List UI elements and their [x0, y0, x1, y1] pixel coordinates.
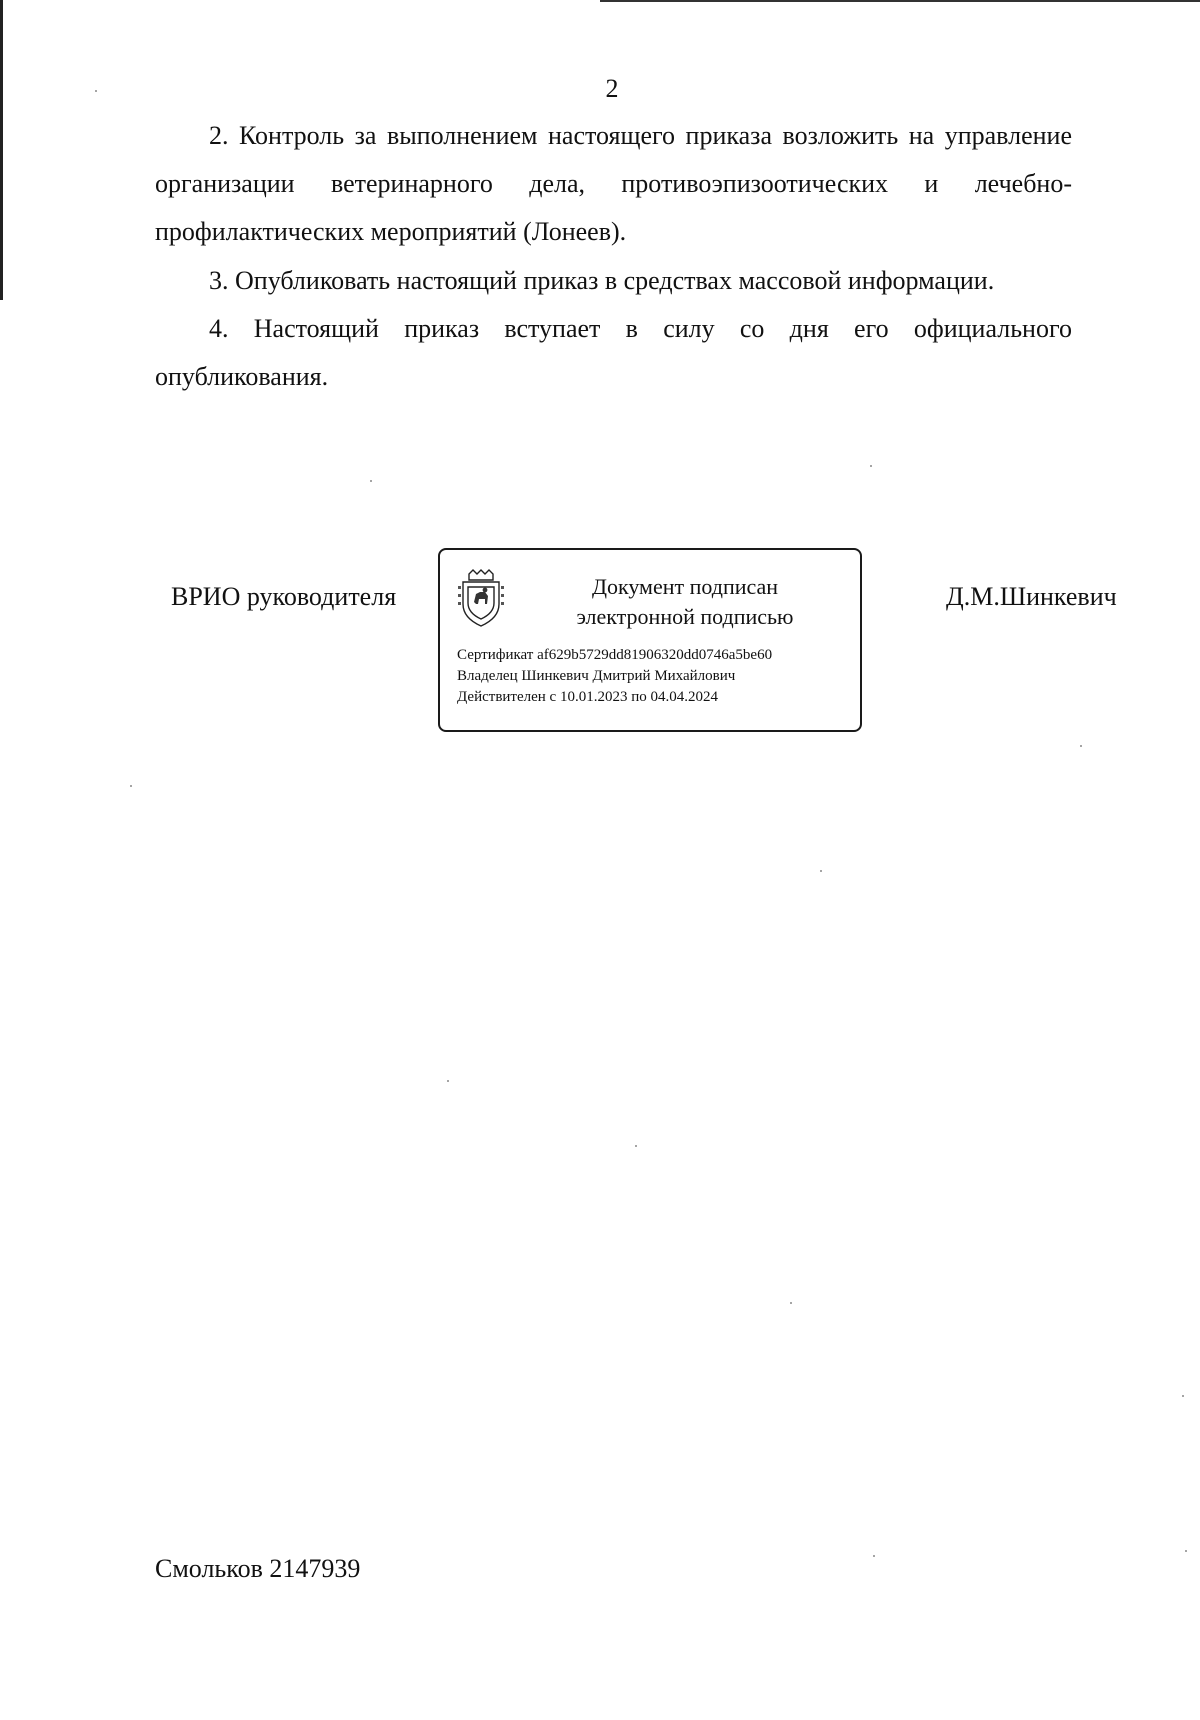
- paragraph-4: [155, 305, 1072, 401]
- scan-speck: [820, 870, 822, 872]
- paragraph-2: [155, 112, 1072, 256]
- paragraph-text: 4. Настоящий приказ вступает в силу со дня его официального опубликования.: [155, 314, 1072, 391]
- scan-speck: [790, 1302, 792, 1304]
- coat-of-arms-icon: [455, 568, 507, 628]
- scan-speck: [1182, 1395, 1184, 1397]
- scan-speck: [370, 480, 372, 482]
- executor-note: Смольков 2147939: [155, 1554, 361, 1583]
- scan-speck: [1080, 745, 1082, 747]
- stamp-title: [550, 572, 820, 632]
- scan-speck: [870, 465, 872, 467]
- stamp-validity: Действителен с 10.01.2023 по 04.04.2024: [457, 689, 718, 705]
- scan-speck: [635, 1145, 637, 1147]
- signer-name: Д.М.Шинкевич: [946, 582, 1117, 611]
- stamp-details: [457, 645, 772, 708]
- scan-edge-left: [0, 0, 3, 300]
- paragraph-text: 2. Контроль за выполнением настоящего приказа возложить на управление организации ветеринарного дела, противоэпизоотических и лечебно-профилактических мероприятий (Лонеев).: [155, 121, 1072, 246]
- electronic-signature-stamp: [438, 548, 862, 732]
- stamp-title-line-2: электронной подписью: [576, 604, 794, 629]
- scan-edge-top: [600, 0, 1200, 2]
- paragraph-3: [155, 257, 1072, 305]
- scan-speck: [873, 1555, 875, 1557]
- stamp-certificate: Сертификат af629b5729dd81906320dd0746a5be60: [457, 647, 773, 663]
- scan-speck: [1185, 1550, 1187, 1552]
- scan-speck: [447, 1080, 449, 1082]
- scan-speck: [95, 90, 97, 92]
- signer-role: ВРИО руководителя: [171, 582, 397, 611]
- stamp-owner: Владелец Шинкевич Дмитрий Михайлович: [457, 668, 736, 684]
- stamp-title-line-1: Документ подписан: [591, 574, 779, 599]
- page-number: 2: [605, 74, 619, 103]
- scan-speck: [130, 785, 132, 787]
- paragraph-text: 3. Опубликовать настоящий приказ в средствах массовой информации.: [209, 266, 995, 295]
